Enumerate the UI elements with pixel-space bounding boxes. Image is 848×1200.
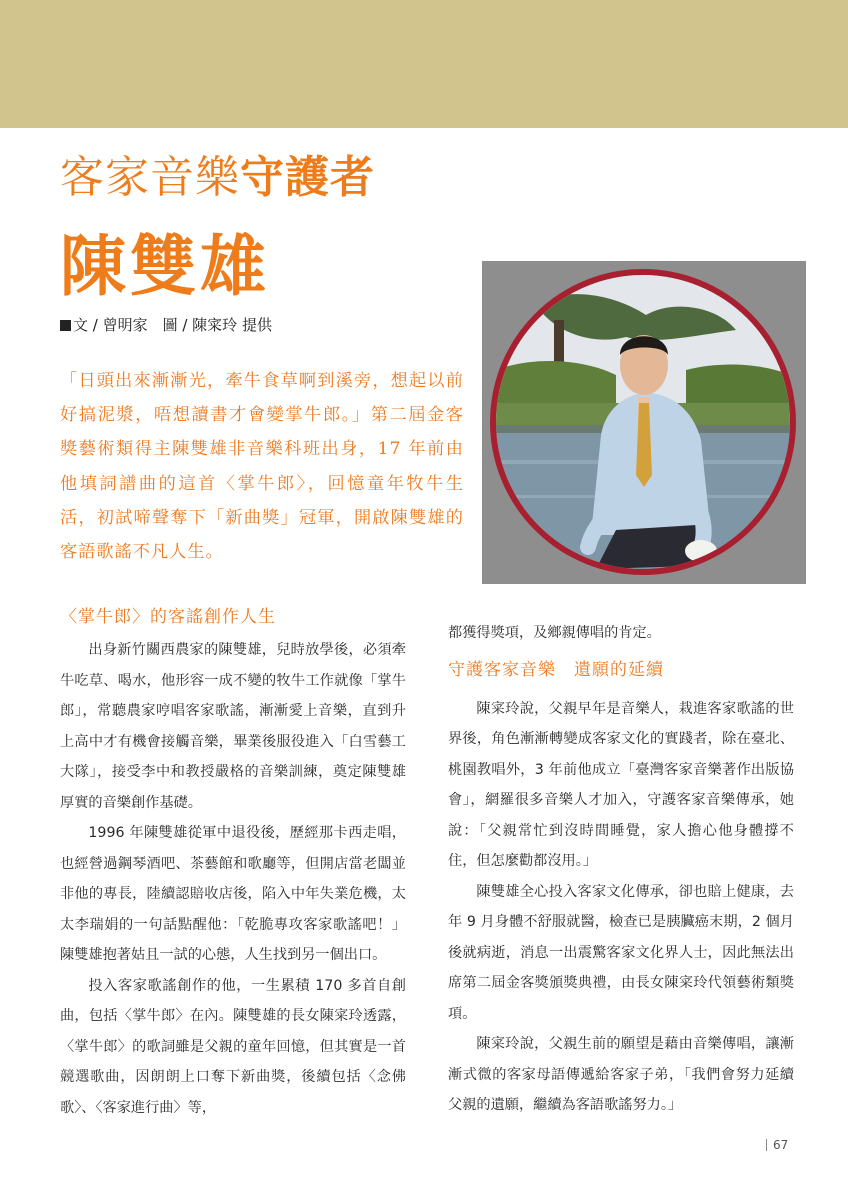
column-left bbox=[60, 603, 406, 1123]
kicker-light: 客家音樂 bbox=[60, 152, 240, 203]
header-band bbox=[0, 0, 848, 128]
byline bbox=[60, 314, 272, 335]
article-kicker bbox=[60, 150, 375, 206]
kicker-bold: 守護者 bbox=[240, 152, 375, 203]
paragraph-continued: 都獲得獎項，及鄉親傳唱的肯定。 bbox=[448, 625, 661, 641]
paragraph: 陳雙雄全心投入客家文化傳承，卻也賠上健康，去年 9 月身體不舒服就醫，檢查已是胰臟癌末期，2 個月後就病逝，消息一出震驚客家文化界人士，因此無法出席第二屆金客獎頒獎典禮，由長女陳寀玲代領藝術類獎項。 bbox=[448, 883, 794, 1022]
page-number bbox=[766, 1138, 788, 1152]
portrait-illustration bbox=[496, 275, 790, 569]
portrait-photo bbox=[490, 269, 796, 575]
byline-text: 文 / 曾明家 圖 / 陳寀玲 提供 bbox=[73, 316, 272, 334]
column-right bbox=[448, 618, 794, 1121]
page-number-divider bbox=[766, 1139, 767, 1151]
paragraph: 投入客家歌謠創作的他，一生累積 170 多首自創曲，包括〈掌牛郎〉在內。陳雙雄的長女陳寀玲透露，〈掌牛郎〉的歌詞雖是父親的童年回憶，但其實是一首競選歌曲，因朗朗上口奪下新曲獎，後續包括〈念佛歌〉、〈客家進行曲〉等， bbox=[60, 977, 406, 1116]
section-heading-guardian: 守護客家音樂 遺願的延續 bbox=[448, 659, 664, 680]
article-title: 陳雙雄 bbox=[60, 228, 270, 305]
square-bullet-icon bbox=[60, 320, 71, 331]
lead-paragraph: 「日頭出來漸漸光，牽牛食草啊到溪旁，想起以前好搞泥漿，唔想讀書才會變掌牛郎。」第二屆金客獎藝術類得主陳雙雄非音樂科班出身，17 年前由他填詞譜曲的這首〈掌牛郎〉，回憶童年牧牛生活，初試啼聲奪下「新曲獎」冠軍，開啟陳雙雄的客語歌謠不凡人生。 bbox=[60, 371, 464, 563]
paragraph: 出身新竹關西農家的陳雙雄，兒時放學後，必須牽牛吃草、喝水，他形容一成不變的牧牛工作就像「掌牛郎」，常聽農家哼唱客家歌謠，漸漸愛上音樂，直到升上高中才有機會接觸音樂，畢業後服役進入「白雪藝工大隊」，接受李中和教授嚴格的音樂訓練，奠定陳雙雄厚實的音樂創作基礎。 bbox=[60, 642, 406, 811]
paragraph: 陳寀玲說，父親生前的願望是藉由音樂傳唱，讓漸漸式微的客家母語傳遞給客家子弟，「我們會努力延續父親的遺願，繼續為客語歌謠努力。」 bbox=[448, 1036, 794, 1113]
portrait-frame bbox=[482, 261, 806, 584]
paragraph: 1996 年陳雙雄從軍中退役後，歷經那卡西走唱，也經營過鋼琴酒吧、茶藝館和歌廳等，但開店當老闆並非他的專長，陸續認賠收店後，陷入中年失業危機，太太李瑞娟的一句話點醒他：「乾脆專攻客家歌謠吧！」陳雙雄抱著姑且一試的心態，人生找到另一個出口。 bbox=[60, 825, 406, 963]
paragraph: 陳寀玲說，父親早年是音樂人，栽進客家歌謠的世界後，角色漸漸轉變成客家文化的實踐者，除在臺北、桃園教唱外，3 年前他成立「臺灣客家音樂著作出版協會」，網羅很多音樂人才加入，守護客家音樂傳承，她說：「父親常忙到沒時間睡覺，家人擔心他身體撐不住，但怎麼勸都沒用。」 bbox=[448, 700, 794, 869]
page-number-text: 67 bbox=[773, 1138, 789, 1152]
section-heading-zhang-niu-lang: 〈掌牛郎〉的客謠創作人生 bbox=[60, 607, 276, 627]
